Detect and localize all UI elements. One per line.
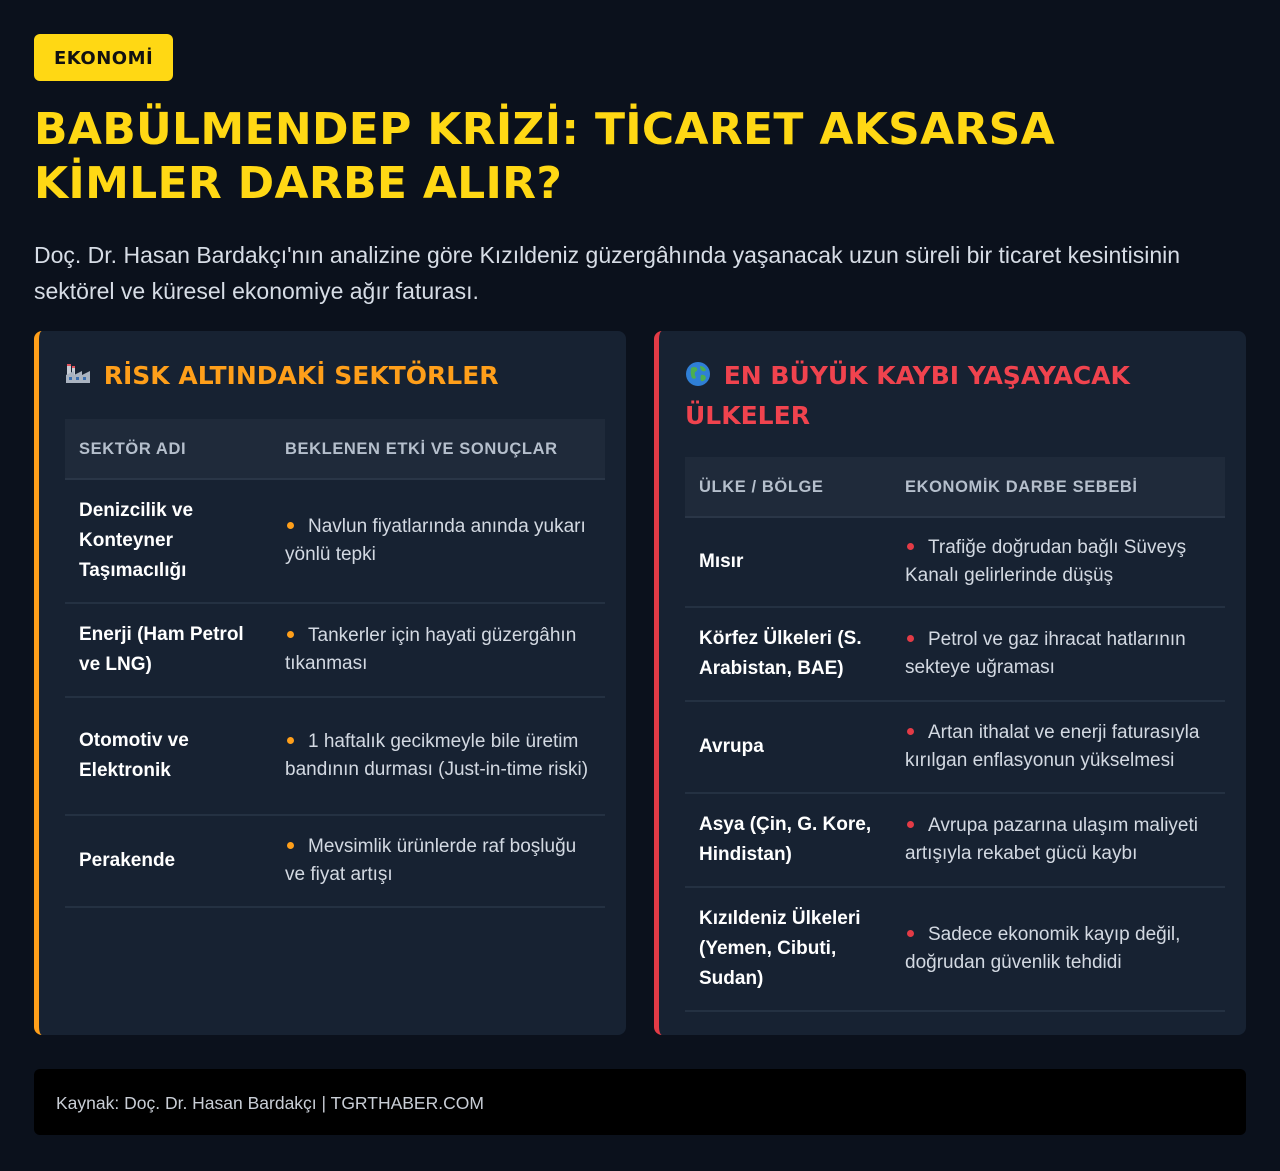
countries-card (654, 331, 1246, 1035)
table-row (65, 815, 605, 907)
bullet-icon (907, 543, 914, 550)
sector-impact-text: Mevsimlik ürünlerde raf boşluğu ve fiyat artışı (285, 836, 577, 885)
source-footer: Kaynak: Doç. Dr. Hasan Bardakçı | TGRTHABER.COM (34, 1069, 1246, 1135)
sector-name: Otomotiv ve Elektronik (65, 697, 271, 815)
bullet-icon (907, 635, 914, 642)
table-row (65, 479, 605, 603)
bullet-icon (287, 631, 294, 638)
factory-icon (65, 359, 95, 397)
sector-impact (271, 479, 605, 603)
country-impact (891, 887, 1225, 1011)
countries-table (685, 457, 1225, 1012)
countries-title-text: EN BÜYÜK KAYBI YAŞAYACAK ÜLKELER (685, 361, 1130, 430)
country-impact (891, 793, 1225, 887)
sectors-title-text: RİSK ALTINDAKİ SEKTÖRLER (103, 361, 499, 390)
sector-impact-text: Tankerler için hayati güzergâhın tıkanması (285, 625, 577, 674)
country-name: Avrupa (685, 701, 891, 793)
sector-impact-text: 1 haftalık gecikmeyle bile üretim bandının durması (Just-in-time riski) (285, 731, 589, 780)
category-badge: EKONOMİ (34, 34, 173, 81)
table-row (685, 607, 1225, 701)
lead-paragraph: Doç. Dr. Hasan Bardakçı'nın analizine göre Kızıldeniz güzergâhında yaşanacak uzun süreli bir ticaret kesintisinin sektörel ve küresel ekonomiye ağır faturası. (34, 242, 1181, 304)
sectors-table-header (65, 419, 605, 479)
country-name: Asya (Çin, G. Kore, Hindistan) (685, 793, 891, 887)
sectors-card-title (65, 357, 604, 397)
bullet-icon (907, 821, 914, 828)
bullet-icon (287, 737, 294, 744)
sector-impact-text: Navlun fiyatlarında anında yukarı yönlü tepki (285, 516, 586, 565)
table-row (685, 793, 1225, 887)
country-name: Mısır (685, 517, 891, 607)
table-row (65, 697, 605, 815)
country-impact-text: Sadece ekonomik kayıp değil, doğrudan güvenlik tehdidi (905, 924, 1181, 973)
country-name: Kızıldeniz Ülkeleri (Yemen, Cibuti, Sudan) (685, 887, 891, 1011)
country-name: Körfez Ülkeleri (S. Arabistan, BAE) (685, 607, 891, 701)
page-title: BABÜLMENDEP KRİZİ: TİCARET AKSARSA KİMLER DARBE ALIR? (34, 104, 1055, 209)
sectors-table (65, 419, 605, 908)
sectors-card (34, 331, 626, 1035)
sector-name: Enerji (Ham Petrol ve LNG) (65, 603, 271, 697)
sector-name: Perakende (65, 815, 271, 907)
sector-name: Denizcilik ve Konteyner Taşımacılığı (65, 479, 271, 603)
column-header: ÜLKE / BÖLGE (685, 457, 891, 517)
sector-impact (271, 697, 605, 815)
globe-icon (685, 359, 715, 397)
country-impact-text: Artan ithalat ve enerji faturasıyla kırılgan enflasyonun yükselmesi (905, 722, 1200, 771)
sector-impact (271, 815, 605, 907)
content-columns (34, 331, 1246, 1035)
country-impact-text: Trafiğe doğrudan bağlı Süveyş Kanalı gelirlerinde düşüş (905, 537, 1187, 586)
table-row (65, 603, 605, 697)
sector-impact (271, 603, 605, 697)
table-row (685, 701, 1225, 793)
country-impact (891, 701, 1225, 793)
bullet-icon (907, 930, 914, 937)
country-impact-text: Petrol ve gaz ihracat hatlarının sekteye uğraması (905, 629, 1186, 678)
countries-card-title (685, 357, 1224, 435)
column-header: SEKTÖR ADI (65, 419, 271, 479)
column-header: BEKLENEN ETKİ VE SONUÇLAR (271, 419, 605, 479)
country-impact-text: Avrupa pazarına ulaşım maliyeti artışıyla rekabet gücü kaybı (905, 815, 1198, 864)
table-row (685, 517, 1225, 607)
country-impact (891, 517, 1225, 607)
table-row (685, 887, 1225, 1011)
bullet-icon (907, 728, 914, 735)
country-impact (891, 607, 1225, 701)
column-header: EKONOMİK DARBE SEBEBİ (891, 457, 1225, 517)
bullet-icon (287, 522, 294, 529)
bullet-icon (287, 842, 294, 849)
countries-table-header (685, 457, 1225, 517)
